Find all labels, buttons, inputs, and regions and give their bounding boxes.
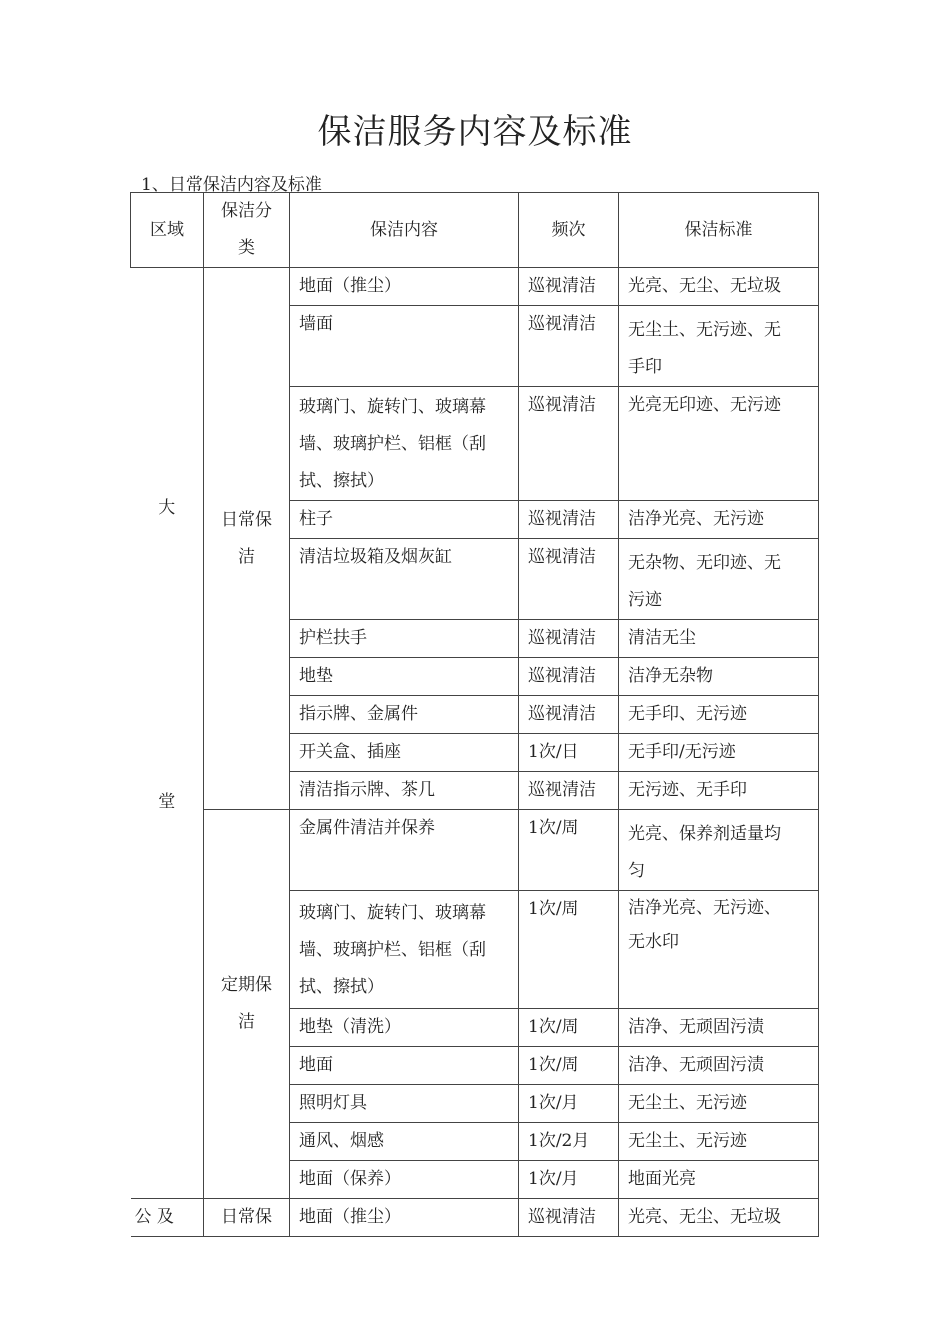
category-periodic-line1: 定期保	[221, 975, 272, 995]
standard-cell: 无手印、无污迹	[619, 696, 819, 734]
content-cell: 护栏扶手	[290, 620, 519, 658]
content-cell: 玻璃门、旋转门、玻璃幕 墙、玻璃护栏、铝框（刮 拭、擦拭）	[290, 387, 519, 501]
category-periodic-line2: 洁	[238, 1012, 255, 1032]
frequency-cell: 1次/周	[519, 891, 619, 1009]
table-row	[131, 810, 819, 891]
standard-cell: 无尘土、无污迹	[619, 1123, 819, 1161]
standard-cell: 光亮、无尘、无垃圾	[619, 1199, 819, 1237]
page-title: 保洁服务内容及标准	[317, 112, 633, 152]
content-cell: 柱子	[290, 501, 519, 539]
frequency-cell: 巡视清洁	[519, 539, 619, 620]
content-cell: 清洁指示牌、茶几	[290, 772, 519, 810]
standard-cell: 清洁无尘	[619, 620, 819, 658]
content-cell: 清洁垃圾箱及烟灰缸	[290, 539, 519, 620]
content-cell: 地垫	[290, 658, 519, 696]
frequency-cell: 1次/周	[519, 1009, 619, 1047]
frequency-cell: 巡视清洁	[519, 268, 619, 306]
frequency-cell: 1次/日	[519, 734, 619, 772]
frequency-cell: 巡视清洁	[519, 772, 619, 810]
frequency-cell: 1次/周	[519, 1047, 619, 1085]
standard-cell: 洁净无杂物	[619, 658, 819, 696]
content-cell: 指示牌、金属件	[290, 696, 519, 734]
frequency-cell: 巡视清洁	[519, 306, 619, 387]
frequency-cell: 巡视清洁	[519, 620, 619, 658]
content-cell: 玻璃门、旋转门、玻璃幕 墙、玻璃护栏、铝框（刮 拭、擦拭）	[290, 891, 519, 1009]
standard-cell: 光亮、保养剂适量均 匀	[619, 810, 819, 891]
standard-cell: 无手印/无污迹	[619, 734, 819, 772]
content-cell: 开关盒、插座	[290, 734, 519, 772]
header-area: 区域	[131, 193, 204, 268]
content-cell: 照明灯具	[290, 1085, 519, 1123]
frequency-cell: 巡视清洁	[519, 696, 619, 734]
frequency-cell: 巡视清洁	[519, 387, 619, 501]
content-cell: 金属件清洁并保养	[290, 810, 519, 891]
frequency-cell: 1次/月	[519, 1085, 619, 1123]
standard-cell: 洁净光亮、无污迹	[619, 501, 819, 539]
area-lobby-bottom: 堂	[131, 772, 204, 1199]
frequency-cell: 巡视清洁	[519, 658, 619, 696]
standard-cell: 无尘土、无污迹、无 手印	[619, 306, 819, 387]
standard-cell: 无杂物、无印迹、无 污迹	[619, 539, 819, 620]
header-category-line2: 类	[238, 238, 255, 258]
standard-cell: 洁净、无顽固污渍	[619, 1009, 819, 1047]
header-category	[204, 193, 290, 268]
standard-cell: 洁净、无顽固污渍	[619, 1047, 819, 1085]
content-cell: 地面（推尘）	[290, 268, 519, 306]
standard-cell: 地面光亮	[619, 1161, 819, 1199]
table-row	[131, 268, 819, 306]
header-content: 保洁内容	[290, 193, 519, 268]
standard-cell: 无污迹、无手印	[619, 772, 819, 810]
category-daily	[204, 268, 290, 810]
table-row	[131, 1199, 819, 1237]
header-category-line1: 保洁分	[221, 201, 272, 221]
standard-cell: 无尘土、无污迹	[619, 1085, 819, 1123]
standard-cell: 光亮无印迹、无污迹	[619, 387, 819, 501]
frequency-cell: 1次/月	[519, 1161, 619, 1199]
standard-cell: 光亮、无尘、无垃圾	[619, 268, 819, 306]
content-cell: 地面（推尘）	[290, 1199, 519, 1237]
category-daily-public: 日常保	[204, 1199, 290, 1237]
category-periodic	[204, 810, 290, 1199]
cleaning-standards-table	[130, 192, 819, 1237]
standard-cell: 洁净光亮、无污迹、 无水印	[619, 891, 819, 1009]
frequency-cell: 1次/周	[519, 810, 619, 891]
header-frequency: 频次	[519, 193, 619, 268]
frequency-cell: 1次/2月	[519, 1123, 619, 1161]
content-cell: 地面	[290, 1047, 519, 1085]
area-public: 公 及	[131, 1199, 204, 1237]
section-heading: 1、日常保洁内容及标准	[141, 175, 322, 195]
content-cell: 地垫（清洗）	[290, 1009, 519, 1047]
content-cell: 通风、烟感	[290, 1123, 519, 1161]
frequency-cell: 巡视清洁	[519, 1199, 619, 1237]
content-cell: 地面（保养）	[290, 1161, 519, 1199]
area-lobby-top: 大	[131, 268, 204, 772]
table-header-row	[131, 193, 819, 268]
header-standard: 保洁标准	[619, 193, 819, 268]
category-daily-line1: 日常保	[221, 509, 272, 530]
frequency-cell: 巡视清洁	[519, 501, 619, 539]
category-daily-line2: 洁	[238, 546, 255, 567]
content-cell: 墙面	[290, 306, 519, 387]
